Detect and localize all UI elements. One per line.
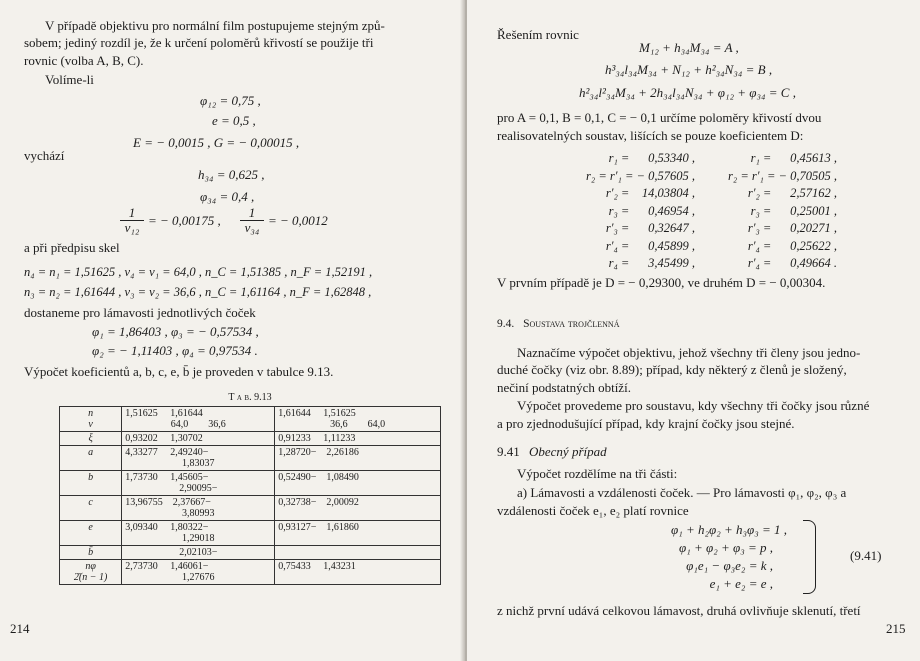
volime-text: Volíme-li (45, 72, 94, 87)
cell-top-values: 1,73730 1,45605− (125, 472, 209, 483)
table-9-13 (59, 406, 441, 585)
table-row (60, 496, 441, 521)
cell-bottom-values: 64,0 36,6 (170, 419, 226, 430)
right-page (467, 0, 920, 661)
radius-value: r′₄ = 0,25622 , (747, 238, 837, 253)
table-cell-first-half (122, 407, 275, 432)
radius-value: r′₄ = 0,49664 . (747, 256, 837, 270)
radius-value: r₃ = 0,46954 , (608, 203, 695, 218)
table-cell-second-half (275, 546, 441, 560)
paragraph-4-line-1: a) Lámavosti a vzdálenosti čoček. — Pro lámavosti φ₁, φ₂, φ₃ a (517, 485, 847, 500)
paragraph-2-line-1: Výpočet provedeme pro soustavu, kdy všechny tři čočky jsou různé (517, 398, 870, 413)
table-row-label: a (60, 446, 122, 471)
cell-bottom-values: 2,02103− (179, 547, 218, 558)
table-cell-first-half (122, 546, 275, 560)
value-nu34: = − 0,0012 (268, 213, 328, 228)
cell-bottom-values: 3,80993 (182, 508, 215, 519)
cell-top-values: 3,09340 1,80322− (125, 522, 209, 533)
lens-eq-4: e₁ + e₂ = e , (709, 576, 773, 591)
cell-top-values: 0,93127− 1,61860 (278, 522, 359, 533)
page-number-left: 214 (10, 621, 30, 636)
cell-top-values: 0,91233 1,11233 (278, 433, 356, 444)
radius-value: r′₂ = 14,03804 , (605, 186, 695, 200)
equation-phi12: φ₁₂ = 0,75 , (200, 93, 261, 108)
radius-value: r₄ = 3,45499 , (608, 256, 695, 270)
value-nu12: = − 0,00175 , (148, 213, 221, 228)
table-row (60, 471, 441, 496)
table-row (60, 546, 441, 560)
lens-eq-2: φ₁ + φ₂ + φ₃ = p , (679, 540, 773, 555)
table-row (60, 432, 441, 446)
table-cell-second-half (275, 521, 441, 546)
equation-brace (803, 520, 816, 594)
table-row-label: b (60, 471, 122, 496)
table-row-label: nφ 2̄(n − 1) (60, 560, 122, 585)
dostaneme-text: dostaneme pro lámavosti jednotlivých čoček (24, 305, 256, 320)
table-row-label: e (60, 521, 122, 546)
table-row (60, 446, 441, 471)
subsection-title: Obecný případ (529, 444, 607, 459)
table-cell-first-half (122, 446, 275, 471)
fraction-1-nu12: $\frac{1}{\text{ν₁₂}}$ (120, 206, 144, 235)
cell-bottom-values: 36,6 64,0 (330, 419, 386, 430)
table-row (60, 521, 441, 546)
system-eq-3: h²₃₄l²₃₄M₃₄ + 2h₃₄l₃₄N₃₄ + φ₁₂ + φ₃₄ = C , (579, 85, 796, 100)
table-cell-second-half (275, 496, 441, 521)
table-row-label: ξ (60, 432, 122, 446)
cell-top-values: 0,75433 1,43231 (278, 561, 356, 572)
cell-bottom-values: 2,90095− (179, 483, 218, 494)
cell-top-values: 0,93202 1,30702 (125, 433, 203, 444)
first-case-text: V prvním případě je D = − 0,29300, ve druhém D = − 0,00304. (497, 275, 826, 290)
lens-eq-1: φ₁ + h₂φ₂ + h₃φ₃ = 1 , (671, 522, 787, 537)
cell-top-values: 1,61644 1,51625 (278, 408, 356, 419)
table-cell-first-half (122, 496, 275, 521)
radius-value: r₂ = r′₁ = − 0,57605 , (586, 168, 695, 183)
table-row-label: n ν (60, 407, 122, 432)
system-eq-1: M₁₂ + h₃₄M₃₄ = A , (639, 40, 739, 55)
system-eq-2: h³₃₄l₃₄M₃₄ + N₁₂ + h²₃₄N₃₄ = B , (605, 62, 773, 77)
radius-value: r′₄ = 0,45899 , (605, 238, 695, 253)
radius-value: r₁ = 0,53340 , (608, 151, 695, 165)
intro-line-2: sobem; jediný rozdíl je, že k určení poloměrů křivostí se použije tři (24, 35, 374, 50)
pro-line-1: pro A = 0,1, B = 0,1, C = − 0,1 určíme poloměry křivostí dvou (497, 110, 822, 125)
table-cell-second-half (275, 471, 441, 496)
radius-value: r₃ = 0,25001 , (750, 203, 837, 218)
paragraph-1-line-3: nečiní podstatných obtíží. (497, 380, 631, 395)
table-row (60, 560, 441, 585)
paragraph-1-line-1: Naznačíme výpočet objektivu, jehož všechny tři členy jsou jedno- (517, 345, 861, 360)
subsection-number: 9.41 (497, 444, 520, 459)
predpis-text: a při předpisu skel (24, 240, 120, 255)
radii-list-second (705, 150, 837, 273)
cell-bottom-values: 1,83037 (182, 458, 215, 469)
radius-value: r₁ = 0,45613 , (750, 151, 837, 165)
paragraph-1-line-2: duché čočky (viz obr. 8.89); případ, kdy některý z členů je složený, (497, 362, 847, 377)
intro-line-3: rovnic (volba A, B, C). (24, 53, 144, 68)
table-cell-second-half (275, 407, 441, 432)
radius-value: r′₂ = 2,57162 , (747, 186, 837, 200)
page-number-right: 215 (886, 621, 906, 636)
equation-number: (9.41) (850, 548, 882, 563)
cell-top-values: 0,52490− 1,08490 (278, 472, 359, 483)
equation-e: e = 0,5 , (212, 113, 256, 128)
subsection-heading (497, 444, 607, 460)
cell-top-values: 13,96755 2,37667− (125, 497, 211, 508)
table-title: T a b. 9.13 (228, 392, 272, 403)
table-cell-first-half (122, 521, 275, 546)
equation-E-G: E = − 0,0015 , G = − 0,00015 , (133, 135, 300, 150)
cell-top-values: 2,73730 1,46061− (125, 561, 209, 572)
section-number: 9.4. (497, 318, 515, 330)
power-line-1: φ₁ = 1,86403 , φ₃ = − 0,57534 , (92, 324, 259, 339)
last-line: z nichž první udává celkovou lámavost, druhá ovlivňuje sklenutí, třetí (497, 603, 861, 618)
intro-line-1: V případě objektivu pro normální film postupujeme stejným způ- (45, 18, 385, 33)
table-cell-first-half (122, 471, 275, 496)
vychazi-text: vychází (24, 148, 65, 163)
table-cell-second-half (275, 432, 441, 446)
fraction-1-nu34: $\frac{1}{\text{ν₃₄}}$ (240, 206, 264, 235)
cell-top-values: 1,28720− 2,26186 (278, 447, 359, 458)
glass-line-1: n₄ = n₁ = 1,51625 , ν₄ = ν₁ = 64,0 , n_C = 1,51385 , n_F = 1,52191 , (24, 265, 373, 279)
equation-phi34: φ₃₄ = 0,4 , (200, 189, 255, 204)
table-cell-first-half (122, 432, 275, 446)
cell-bottom-values: 1,29018 (182, 533, 215, 544)
radius-value: r′₃ = 0,20271 , (747, 221, 837, 235)
radii-list-first (563, 150, 695, 273)
table-row (60, 407, 441, 432)
radius-value: r′₃ = 0,32647 , (605, 221, 695, 235)
table-cell-first-half (122, 560, 275, 585)
glass-line-2: n₃ = n₂ = 1,61644 , ν₃ = ν₂ = 36,6 , n_C = 1,61164 , n_F = 1,62848 , (24, 285, 372, 299)
pro-line-2: realisovatelných soustav, lišících se pouze koeficientem D: (497, 128, 804, 143)
section-title: Soustava trojčlenná (523, 318, 620, 330)
paragraph-3: Výpočet rozdělíme na tři části: (517, 466, 678, 481)
equation-h34: h₃₄ = 0,625 , (198, 167, 265, 182)
table-row-label: c (60, 496, 122, 521)
paragraph-2-line-2: a pro zjednodušující případ, kdy krajní čočky jsou stejné. (497, 416, 795, 431)
lens-eq-3: φ₁e₁ − φ₃e₂ = k , (686, 558, 773, 573)
cell-top-values: 1,51625 1,61644 (125, 408, 203, 419)
cell-top-values: 0,32738− 2,00092 (278, 497, 359, 508)
table-cell-second-half (275, 560, 441, 585)
cell-top-values: 4,33277 2,49240− (125, 447, 209, 458)
table-row-label: b̄ (60, 546, 122, 560)
section-heading (497, 316, 619, 332)
cell-bottom-values: 1,27676 (182, 572, 215, 583)
radius-value: r₂ = r′₁ = − 0,70505 , (728, 168, 837, 183)
power-line-2: φ₂ = − 1,11403 , φ₄ = 0,97534 . (92, 343, 258, 358)
resenim-text: Řešením rovnic (497, 27, 579, 42)
paragraph-4-line-2: vzdálenosti čoček e₁, e₂ platí rovnice (497, 503, 689, 518)
vypocet-text: Výpočet koeficientů a, b, c, e, b̄ je proveden v tabulce 9.13. (24, 364, 334, 379)
table-cell-second-half (275, 446, 441, 471)
